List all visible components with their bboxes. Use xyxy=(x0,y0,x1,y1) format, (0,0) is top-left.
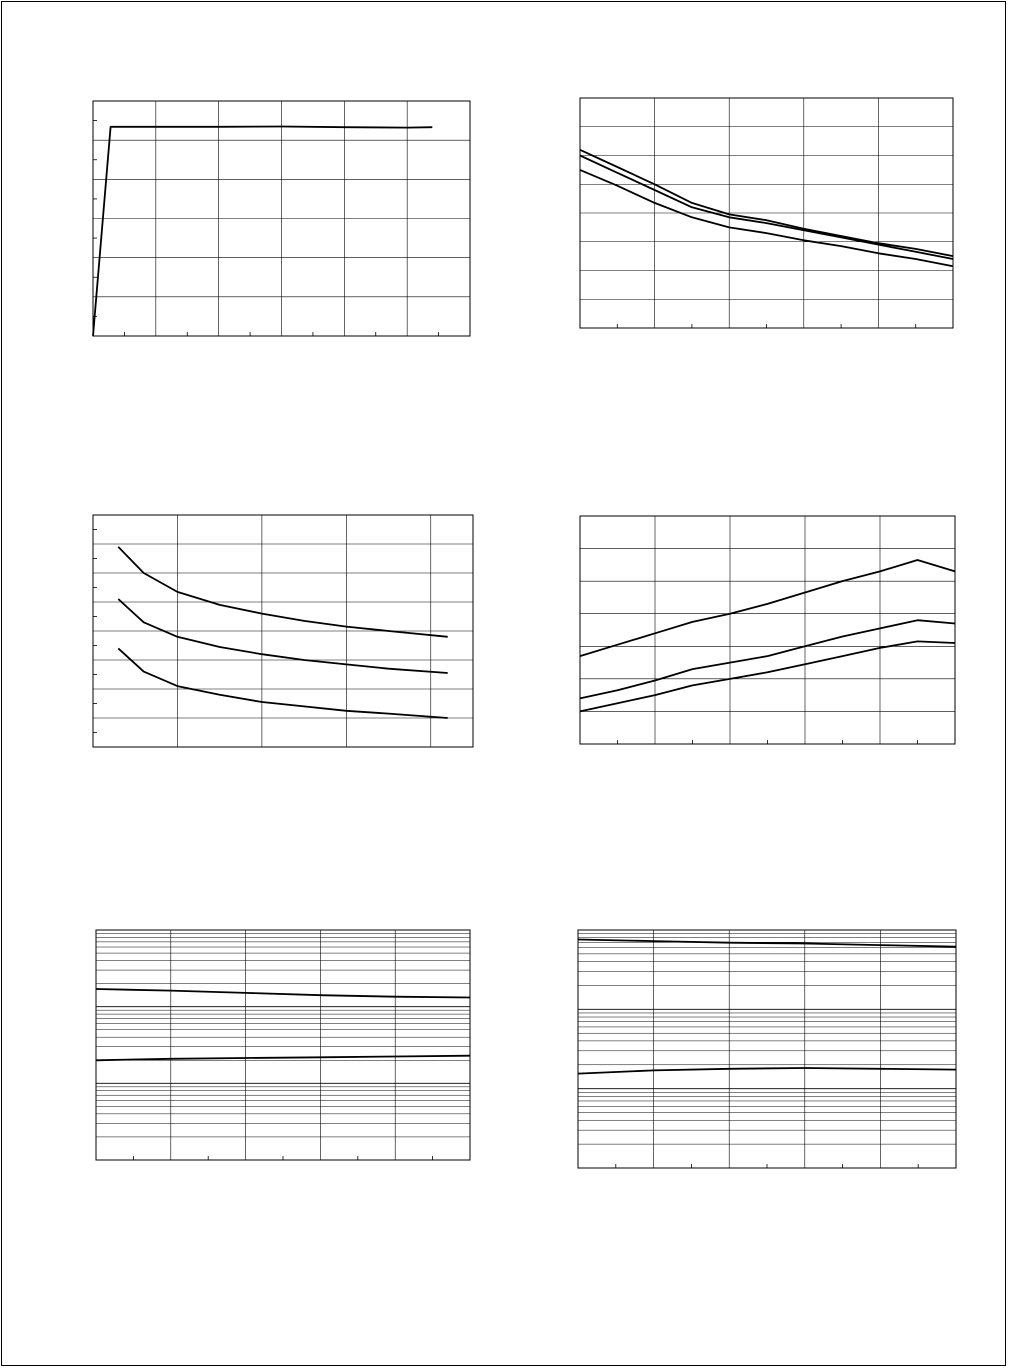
plot-frame xyxy=(578,930,956,1168)
chart-5 xyxy=(96,930,470,1160)
series-line-2 xyxy=(578,1068,956,1074)
series-line-2 xyxy=(118,599,447,673)
chart-3 xyxy=(93,515,473,747)
series-line-1 xyxy=(578,940,956,947)
series-line-1 xyxy=(580,150,953,256)
chart-4 xyxy=(580,516,955,744)
series-line-2 xyxy=(580,156,953,260)
series-line-1 xyxy=(93,127,432,337)
series-line-3 xyxy=(580,641,955,711)
series-line-1 xyxy=(96,989,470,998)
chart-6 xyxy=(578,930,956,1168)
plot-frame xyxy=(96,930,470,1160)
series-line-2 xyxy=(96,1056,470,1061)
series-line-1 xyxy=(118,547,447,637)
chart-2 xyxy=(580,98,953,328)
chart-1 xyxy=(93,101,470,336)
plot-frame xyxy=(580,516,955,744)
series-line-3 xyxy=(118,648,447,718)
series-line-2 xyxy=(580,620,955,698)
series-line-1 xyxy=(580,560,955,656)
